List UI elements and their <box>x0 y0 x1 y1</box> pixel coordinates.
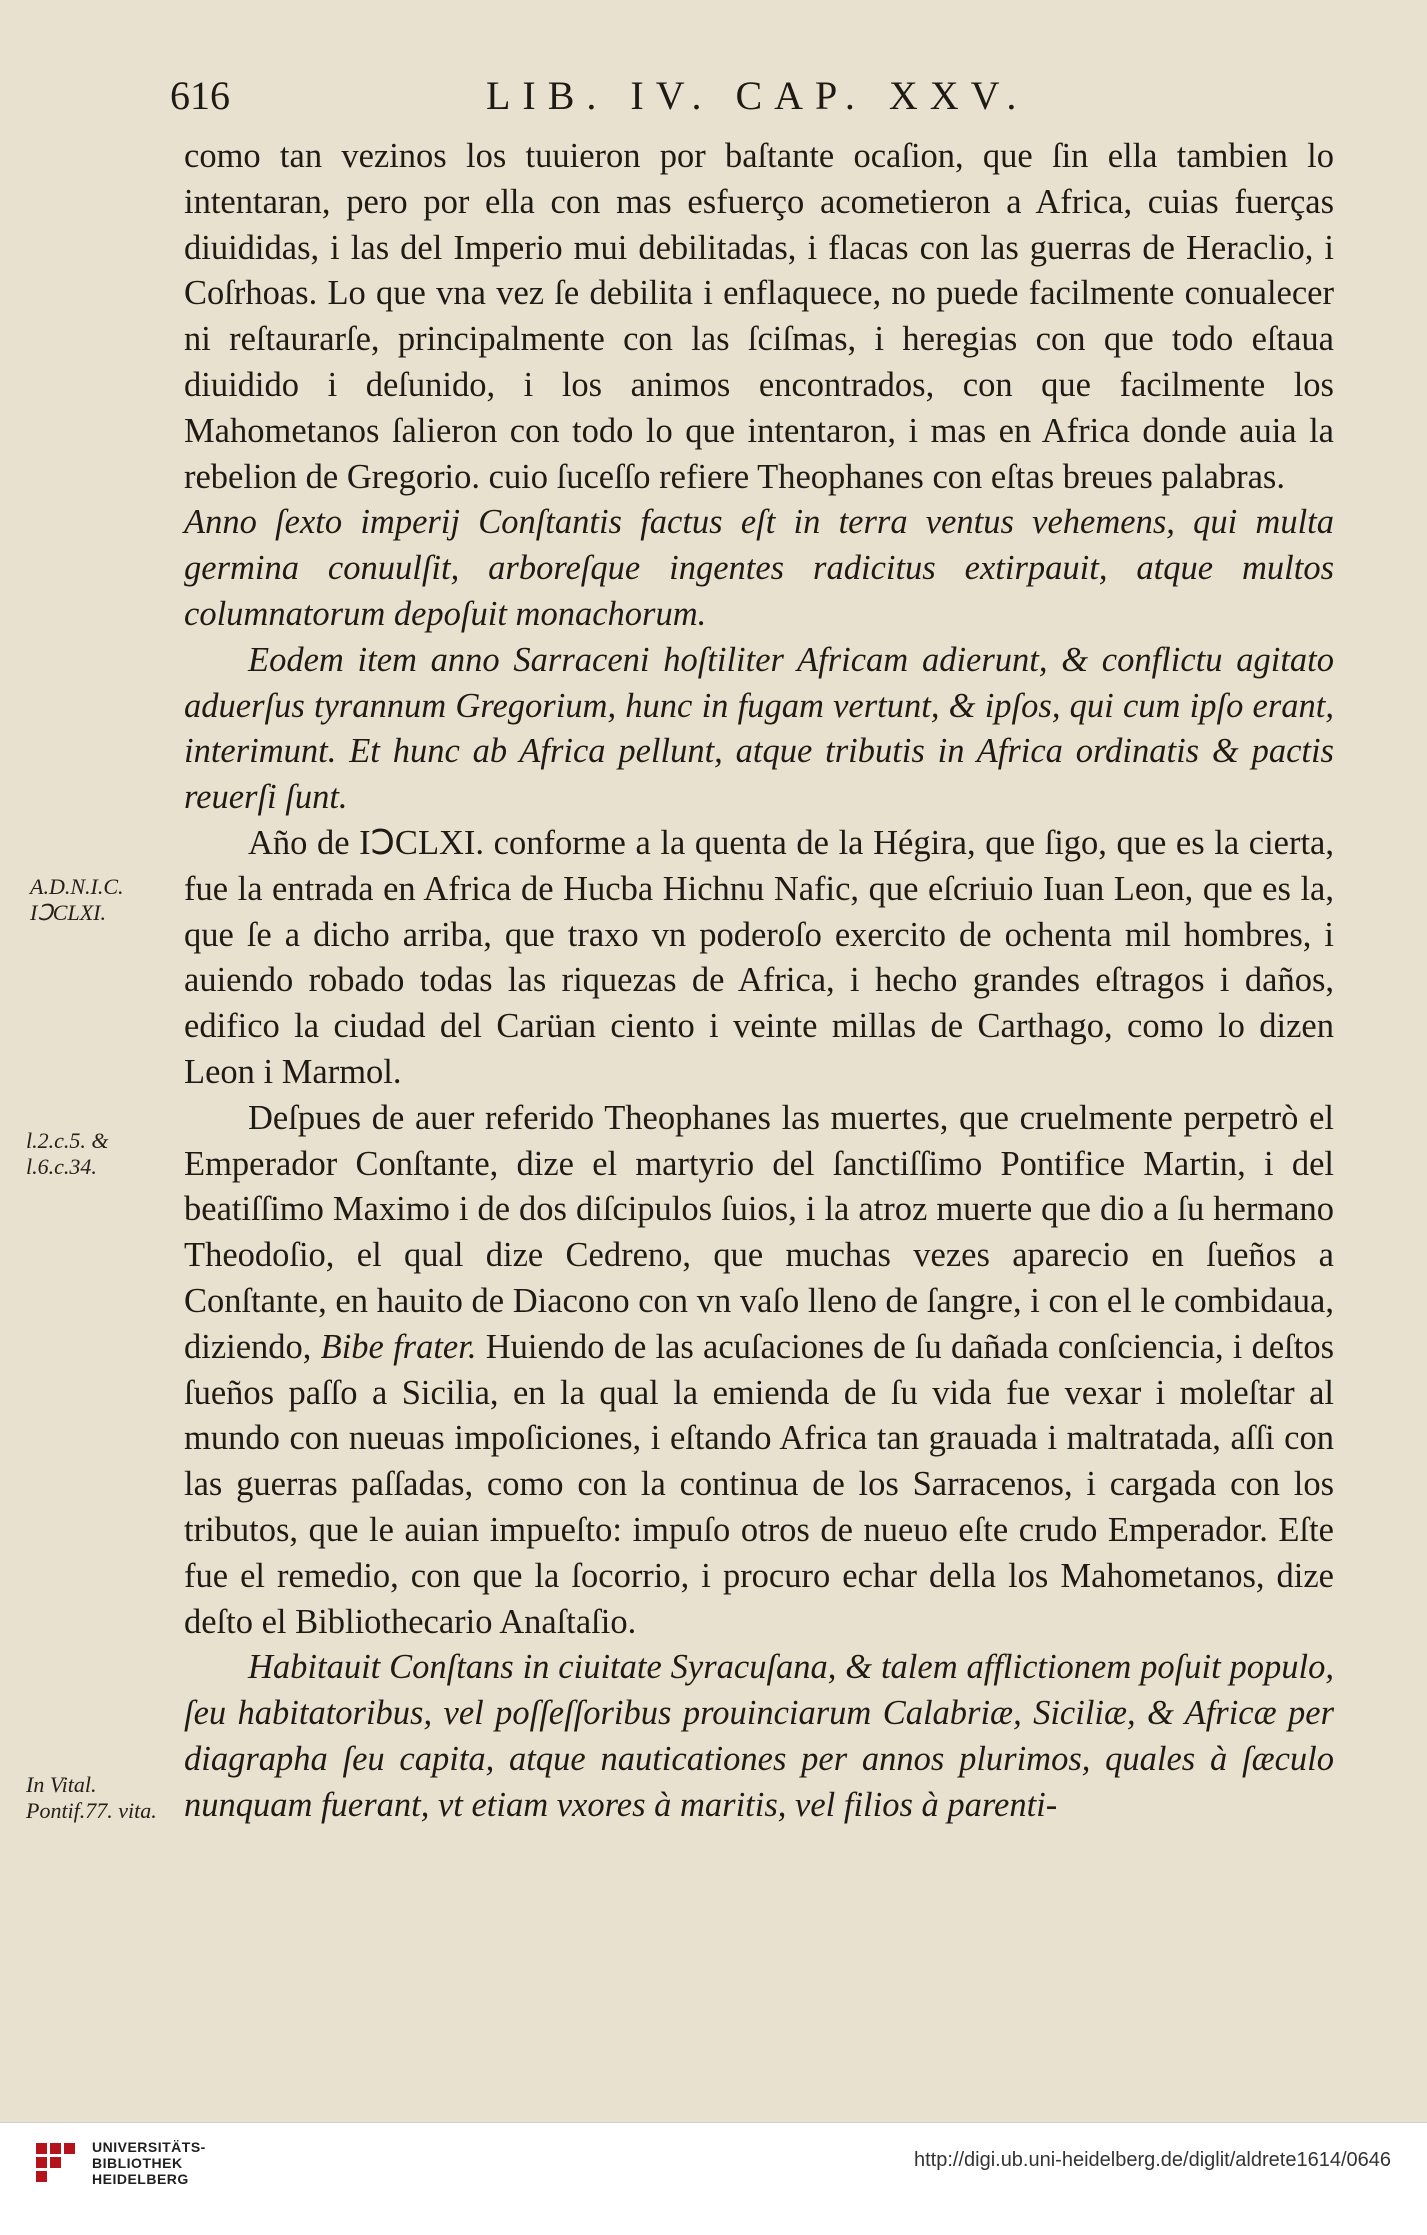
latin-quote-wind: Anno ſexto imperij Conſtantis factus eſt in terra ventus vehemens, qui multa germina conuulſit, arboreſque ingentes radicitus extirpauit, atque multos columnatorum depoſuit monachorum. <box>184 503 1334 633</box>
paragraph-constante <box>184 1096 1334 1646</box>
paragraph-hucba: Año de IↃCLXI. conforme a la quenta de la Hégira, que ſigo, que es la cierta, fue la entrada en Africa de Hucba Hichnu Nafic, que eſcriuio Iuan Leon, que es la, que ſe a dicho arriba, que traxo vn poderoſo exercito de ochenta mil hombres, i auiendo robado todas las riquezas de Africa, i hecho grandes eſtragos i daños, edifico la ciudad del Carüan ciento i veinte millas de Carthago, como lo dizen Leon i Marmol. <box>184 823 1334 1091</box>
university-library-logo-icon <box>32 2139 80 2187</box>
library-name-line3: HEIDELBERG <box>92 2171 189 2187</box>
running-head: LIB. IV. CAP. XXV. <box>486 73 1029 118</box>
permalink-url[interactable]: http://digi.ub.uni-heidelberg.de/diglit/aldrete1614/0646 <box>913 2149 1391 2171</box>
library-name <box>92 2139 206 2187</box>
page-footer <box>0 2122 1427 2235</box>
constante-text: Deſpues de auer referido Theophanes las muertes, que cruelmente perpetrò el Emperador Conſtante, dize el martyrio del ſanctiſſimo Pontifice Martin, i del beatiſſimo Maximo i de dos diſcipulos ſuios, i la atroz muerte que dio a ſu hermano Theodoſio, el qual dize Cedreno, que muchas vezes aparecio en ſueños a Conſtante, en hauito de Diacono con vn vaſo lleno de ſangre, i con el le combidaua, diziendo, <box>184 1098 1334 1366</box>
latin-quote-gregorius: Eodem item anno Sarraceni hoſtiliter Africam adierunt, & conflictu agitato aduerſus tyrannum Gregorium, hunc in fugam vertunt, & ipſos, qui cum ipſo erant, interimunt. Et hunc ab Africa pellunt, atque tributis in Africa ordinatis & pactis reuerſi ſunt. <box>184 640 1334 817</box>
library-name-line2: BIBLIOTHEK <box>92 2155 183 2171</box>
margin-note-year: A.D.N.I.C. IↃCLXI. <box>30 874 124 925</box>
latin-quote-anastasio: Habitauit Conſtans in ciuitate Syracuſana, & talem afflictionem poſuit populo, ſeu habitatoribus, vel poſſeſſoribus prouinciarum Calabriæ, Siciliæ, & Africæ per diagrapha ſeu capita, atque nauticationes per annos plurimos, quales à ſæculo nunquam fuerant, vt etiam vxores à maritis, vel filios à parenti- <box>184 1648 1334 1824</box>
page-header <box>170 72 1330 132</box>
body-text <box>184 134 1334 1828</box>
margin-note-vital: In Vital. Pontif.77. vita. <box>26 1772 157 1823</box>
page-number: 616 <box>170 73 230 118</box>
library-name-line1: UNIVERSITÄTS- <box>92 2139 206 2155</box>
sicilia-text: Huiendo de las acuſaciones de ſu dañada conſciencia, i deſtos ſueños paſſo a Sicilia, en la qual la emienda de ſu vida fue vexar i moleſtar al mundo con nueuas impoſiciones, i eſtando Africa tan grauada i maltratada, aſſi con las guerras paſſadas, como con la continua de los Sarracenos, i cargada con los tributos, que le auian impueſto: impuſo otros de nueuo eſte crudo Emperador. Eſte fue el remedio, con que la ſocorrio, i procuro echar della los Mahometanos, dize deſto el Bibliothecario Anaſtaſio. <box>184 1327 1335 1641</box>
margin-note-leon-marmol: l.2.c.5. & l.6.c.34. <box>26 1128 109 1179</box>
bibe-frater: Bibe frater. <box>320 1327 477 1366</box>
paragraph-intro: como tan vezinos los tuuieron por baſtante ocaſion, que ſin ella tambien lo intentaran, pero por ella con mas esfuerço acometieron a Africa, cuias fuerças diuididas, i las del Imperio mui debilitadas, i flacas con las guerras de Heraclio, i Coſrhoas. Lo que vna vez ſe debilita i enflaquece, no puede facilmente conualecer ni reſtaurarſe, principalmente con las ſciſmas, i heregias con que todo eſtaua diuidido i deſunido, i los animos encontrados, con que facilmente los Mahometanos ſalieron con todo lo que intentaron, i mas en Africa donde auia la rebelion de Gregorio. cuio ſuceſſo refiere Theophanes con eſtas breues palabras. <box>184 137 1334 496</box>
